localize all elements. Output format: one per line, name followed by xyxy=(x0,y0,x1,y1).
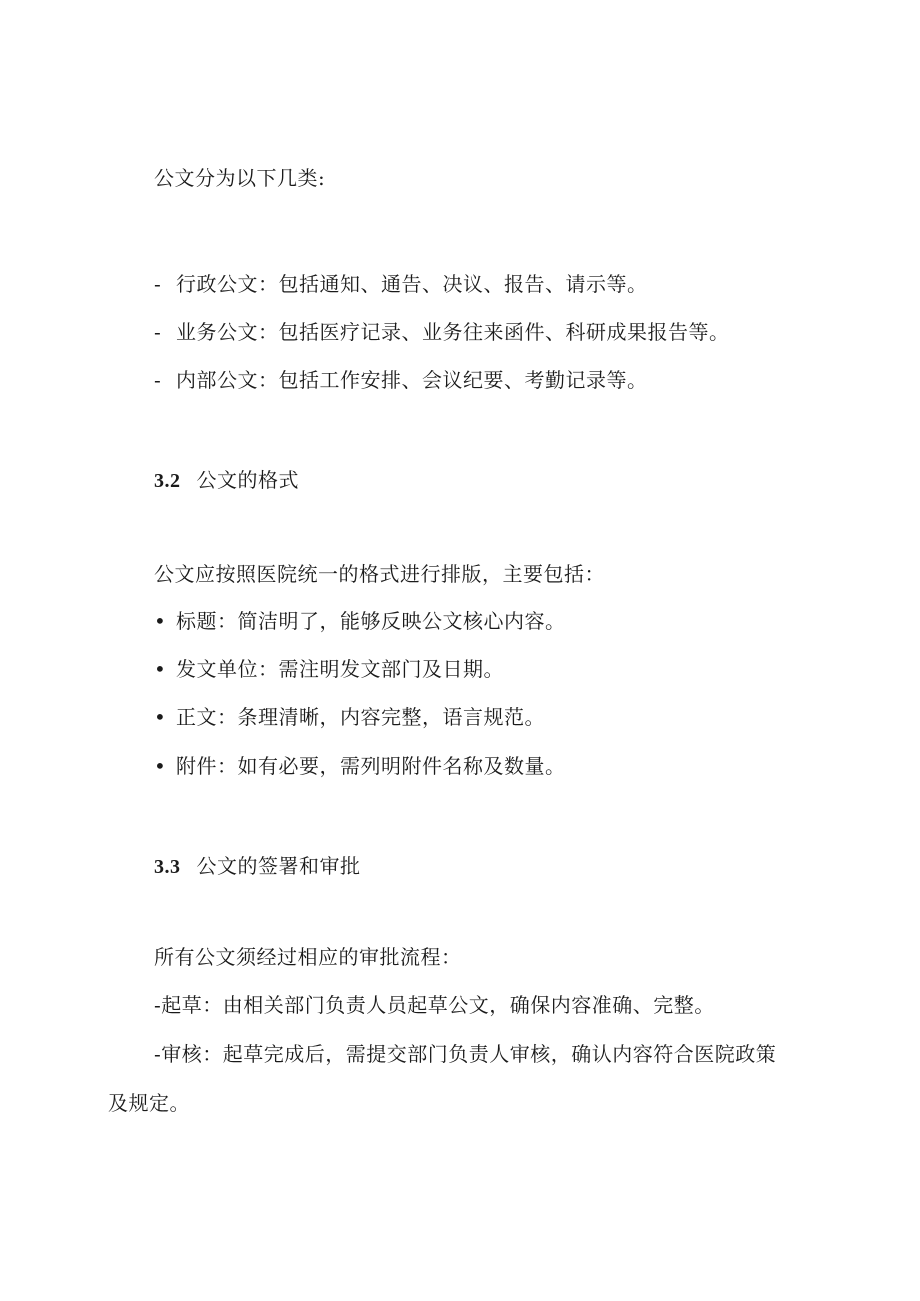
section-3-2-intro: 公文应按照医院统一的格式进行排版，主要包括： xyxy=(154,562,605,586)
list-item-text: 业务公文：包括医疗记录、业务往来函件、科研成果报告等。 xyxy=(176,320,730,344)
dash-marker: - xyxy=(154,272,162,296)
list-item xyxy=(154,655,504,683)
process-step: -审核：起草完成后，需提交部门负责人审核，确认内容符合医院政策 xyxy=(154,1042,777,1066)
list-item xyxy=(154,270,648,298)
bullet-marker: • xyxy=(154,609,167,633)
process-step-continuation: 及规定。 xyxy=(108,1091,190,1115)
list-item-text: 内部公文：包括工作安排、会议纪要、考勤记录等。 xyxy=(176,368,648,392)
categories-intro: 公文分为以下几类: xyxy=(154,166,326,190)
bullet-marker: • xyxy=(154,705,167,729)
list-item-text: 标题：简洁明了，能够反映公文核心内容。 xyxy=(176,609,566,633)
section-number: 3.3 xyxy=(154,856,181,878)
section-heading-3-2 xyxy=(154,466,299,495)
list-item-text: 行政公文：包括通知、通告、决议、报告、请示等。 xyxy=(176,272,648,296)
list-item xyxy=(154,366,648,394)
dash-marker: - xyxy=(154,368,162,392)
list-item-text: 附件：如有必要，需列明附件名称及数量。 xyxy=(176,754,566,778)
dash-marker: - xyxy=(154,320,162,344)
list-item xyxy=(154,752,566,780)
list-item-text: 发文单位：需注明发文部门及日期。 xyxy=(176,657,504,681)
section-number: 3.2 xyxy=(154,470,181,492)
list-item xyxy=(154,318,730,346)
bullet-marker: • xyxy=(154,657,167,681)
list-item-text: 正文：条理清晰，内容完整，语言规范。 xyxy=(176,705,545,729)
bullet-marker: • xyxy=(154,754,167,778)
section-heading-3-3 xyxy=(154,852,361,881)
list-item xyxy=(154,607,566,635)
section-3-3-intro: 所有公文须经过相应的审批流程： xyxy=(154,945,462,969)
section-title: 公文的格式 xyxy=(196,468,299,492)
process-step: -起草：由相关部门负责人员起草公文，确保内容准确、完整。 xyxy=(154,993,715,1017)
list-item xyxy=(154,703,545,731)
section-title: 公文的签署和审批 xyxy=(196,854,361,878)
